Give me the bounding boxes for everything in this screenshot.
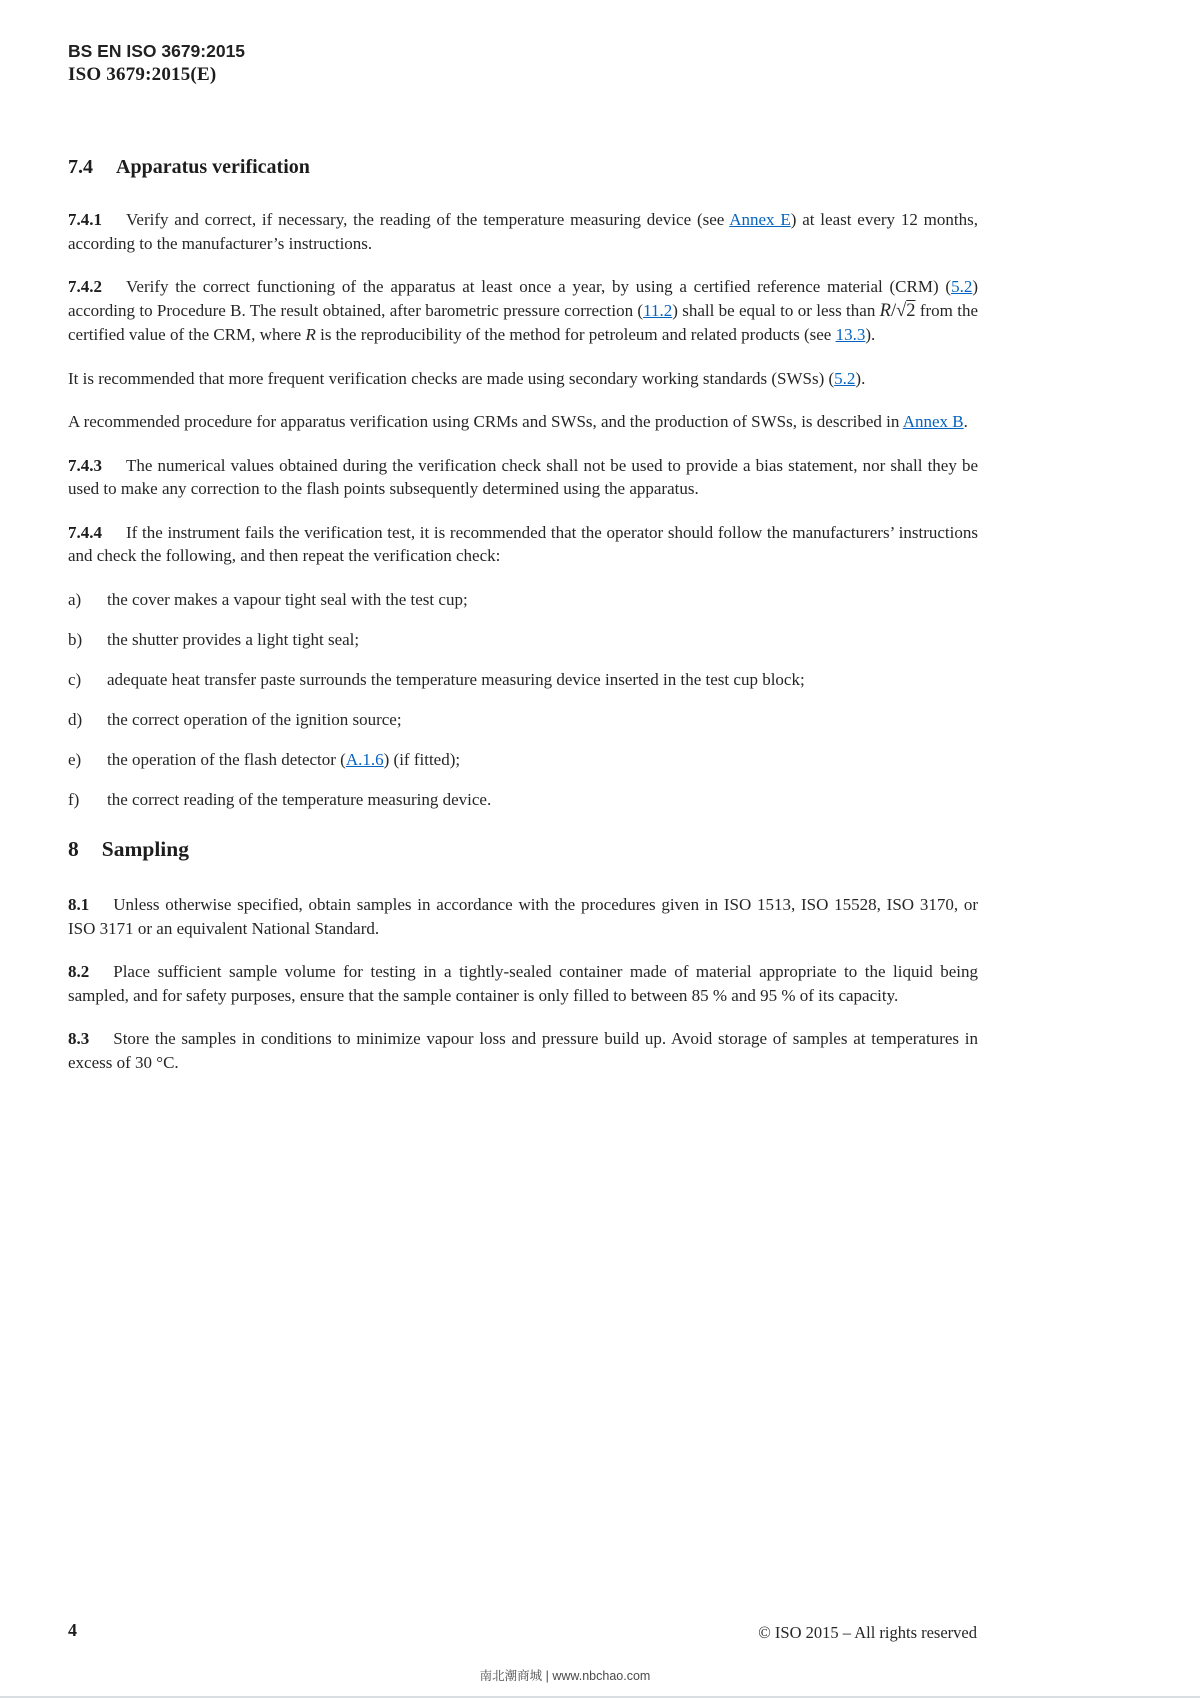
text-segment-math-var: R	[879, 300, 891, 321]
paragraph	[68, 208, 978, 255]
text-segment: ).	[865, 325, 876, 344]
text-segment: It is recommended that more frequent verification checks are made using secondary working standards (SWSs) (	[68, 368, 835, 388]
text-segment-italic: R	[305, 325, 316, 344]
paragraph	[68, 1027, 978, 1074]
clause-number: 8.1	[68, 895, 90, 914]
clause-number: 7.4.4	[68, 522, 102, 542]
cross-reference-link[interactable]: Annex E	[729, 210, 791, 229]
list-item	[68, 628, 978, 652]
text-segment: Verify and correct, if necessary, the reading of the temperature measuring device (see	[126, 210, 730, 229]
page-number: 4	[68, 1620, 77, 1640]
clause-number: 8.3	[68, 1029, 90, 1048]
text-segment: Store the samples in conditions to minimize vapour loss and pressure build up. Avoid storage of samples at temperatures in excess of 30 °C.	[68, 1029, 978, 1072]
copyright-notice: © ISO 2015 – All rights reserved	[758, 1623, 977, 1642]
clause-number: 7.4.1	[68, 210, 102, 229]
clause-number: 7.4.3	[68, 455, 102, 475]
list-item	[68, 708, 978, 732]
list-item-label: f)	[68, 789, 80, 809]
cross-reference-link[interactable]: 5.2	[951, 277, 973, 296]
section-number: 7.4	[68, 156, 93, 178]
text-segment: is the reproducibility of the method for petroleum and related products (see	[315, 325, 836, 344]
section-heading	[68, 835, 978, 863]
text-segment: Unless otherwise specified, obtain samples in accordance with the procedures given in ISO 1513, ISO 15528, ISO 3170, or ISO 3171 or an equivalent National Standard.	[68, 895, 978, 938]
clause-number: 8.2	[68, 962, 90, 981]
list-item	[68, 588, 978, 612]
paragraph	[68, 454, 978, 501]
paragraph	[68, 521, 978, 568]
text-segment: Verify the correct functioning of the apparatus at least once a year, by using a certified reference material (CRM) (	[126, 277, 952, 296]
text-segment: ) at least every 12 months, according to the manufacturer’s instructions.	[68, 210, 978, 253]
list-item	[68, 668, 978, 692]
paragraph	[68, 960, 978, 1007]
text-segment: the correct reading of the temperature measuring device.	[107, 789, 492, 809]
cross-reference-link[interactable]: 11.2	[643, 300, 673, 320]
text-segment: ) according to Procedure B. The result obtained, after barometric pressure correction (	[68, 277, 978, 320]
section-number: 8	[68, 837, 79, 861]
text-segment: The numerical values obtained during the verification check shall not be used to provide a bias statement, nor shall they be used to make any correction to the flash points subsequently determined using the apparatus.	[68, 455, 978, 498]
list-item-label: b)	[68, 629, 83, 649]
page-header	[68, 40, 245, 86]
paragraph	[68, 410, 978, 434]
list-item	[68, 748, 978, 772]
text-segment: A recommended procedure for apparatus verification using CRMs and SWSs, and the production of SWSs, is described in	[68, 412, 903, 431]
section-heading	[68, 154, 978, 180]
cross-reference-link[interactable]: A.1.6	[345, 749, 384, 769]
list-item-label: e)	[68, 749, 82, 769]
text-segment: the operation of the flash detector (	[107, 749, 346, 769]
list-item-label: c)	[68, 669, 82, 689]
text-segment-math: √	[896, 300, 907, 321]
text-segment: from the certified value of the CRM, where	[68, 300, 978, 344]
clause-number: 7.4.2	[68, 277, 102, 296]
text-segment-math-overline: 2	[906, 300, 916, 321]
text-segment: Place sufficient sample volume for testing in a tightly-sealed container made of material appropriate to the liquid being sampled, and for safety purposes, ensure that the sample container is only filled to between 85 % and 95 % of its capacity.	[68, 962, 978, 1005]
list-item	[68, 788, 978, 812]
text-segment: adequate heat transfer paste surrounds the temperature measuring device inserted in the test cup block;	[107, 669, 805, 689]
standard-designation-iso: ISO 3679:2015(E)	[68, 64, 217, 85]
list-item-label: a)	[68, 589, 82, 609]
paragraph	[68, 893, 978, 940]
text-segment: ).	[855, 368, 866, 388]
text-segment: ) (if fitted);	[383, 749, 461, 769]
cross-reference-link[interactable]: 5.2	[834, 368, 856, 388]
cross-reference-link[interactable]: Annex B	[902, 412, 964, 431]
paragraph	[68, 367, 978, 391]
text-segment: .	[963, 412, 968, 431]
text-segment: the shutter provides a light tight seal;	[107, 629, 360, 649]
lettered-list	[68, 588, 978, 812]
watermark: 南北潮商城 | www.nbchao.com	[479, 1669, 651, 1683]
text-segment: the correct operation of the ignition source;	[107, 709, 402, 729]
document-body	[68, 154, 978, 1094]
text-segment: ) shall be equal to or less than	[672, 300, 880, 320]
text-segment-math: /	[890, 300, 897, 321]
list-item-label: d)	[68, 709, 83, 729]
standard-designation-bs: BS EN ISO 3679:2015	[68, 41, 246, 61]
text-segment: the cover makes a vapour tight seal with the test cup;	[107, 589, 468, 609]
section-title: Apparatus verification	[116, 156, 310, 178]
section-title: Sampling	[101, 837, 189, 861]
cross-reference-link[interactable]: 13.3	[835, 325, 866, 344]
text-segment: If the instrument fails the verification test, it is recommended that the operator should follow the manufacturers’ instructions and check the following, and then repeat the verification check:	[68, 522, 978, 565]
paragraph	[68, 275, 978, 347]
